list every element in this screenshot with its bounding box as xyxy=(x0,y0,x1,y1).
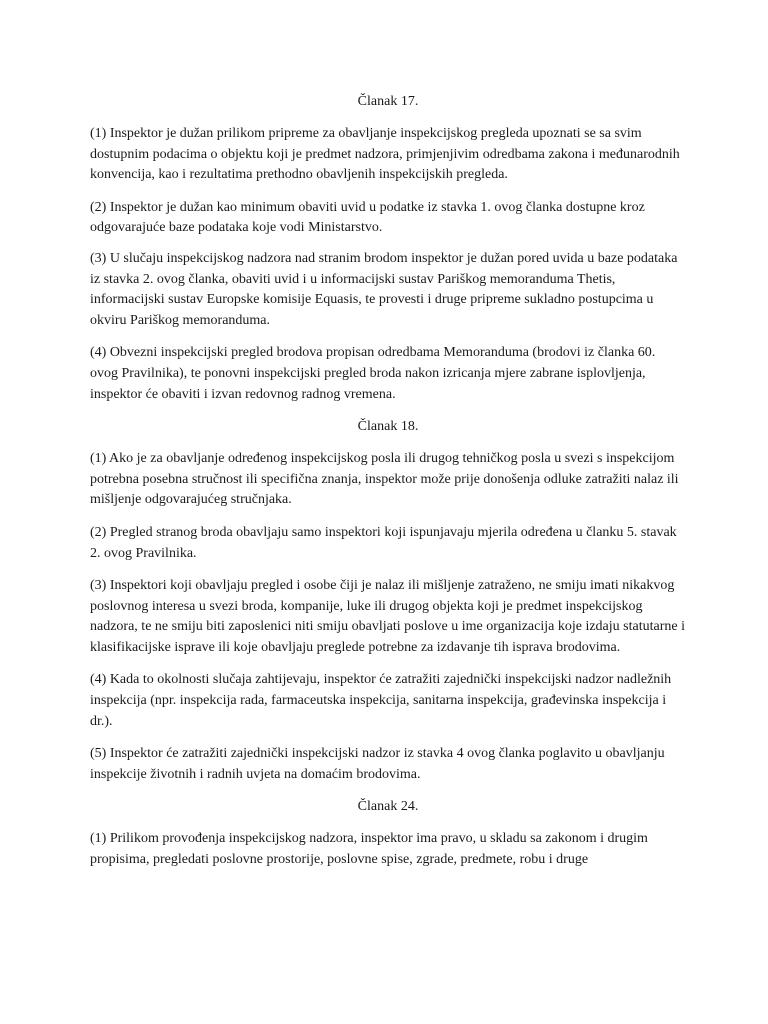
paragraph: (3) U slučaju inspekcijskog nadzora nad stranim brodom inspektor je dužan pored uvida u baze podataka iz stavka 2. ovog članka, obaviti uvid i u informacijski sustav Pariškog memoranduma Thetis, informacijski sustav Europske komisije Equasis, te provesti i druge pripreme sukladno postupcima u okviru Pariškog memoranduma. xyxy=(90,250,678,328)
paragraph: (2) Inspektor je dužan kao minimum obaviti uvid u podatke iz stavka 1. ovog članka dostupne kroz odgovarajuće baze podataka koje vodi Ministarstvo. xyxy=(90,199,645,236)
section-heading: Članak 17. xyxy=(357,94,419,109)
paragraph: (4) Obvezni inspekcijski pregled brodova propisan odredbama Memoranduma (brodovi iz članka 60. ovog Pravilnika), te ponovni inspekcijski pregled broda nakon izricanja mjere zabrane isplovljenja, inspektor će obaviti i izvan redovnog radnog vremena. xyxy=(90,345,656,402)
section-heading: Članak 24. xyxy=(357,799,419,815)
paragraph: (1) Ako je za obavljanje određenog inspekcijskog posla ili drugog tehničkog posla u svezi s inspekcijom potrebna posebna stručnost ili specifična znanja, inspektor može prije donošenja odluke zatražiti nalaz ili mišljenje odgovarajućeg stručnjaka. xyxy=(90,451,679,508)
paragraph: (4) Kada to okolnosti slučaja zahtijevaju, inspektor će zatražiti zajednički inspekcijski nadzor nadležnih inspekcija (npr. inspekcija rada, farmaceutska inspekcija, sanitarna inspekcija, građevinska inspekcija i dr.). xyxy=(90,672,672,729)
section-heading: Članak 18. xyxy=(357,419,419,435)
paragraph: (1) Inspektor je dužan prilikom pripreme za obavljanje inspekcijskog pregleda upoznati se sa svim dostupnim podacima o objektu koji je predmet nadzora, primjenjivim odredbama zakona i međunarodnih konvencija, kao i rezultatima prethodno obavljenih inspekcijskih pregleda. xyxy=(90,126,680,183)
document-content xyxy=(90,92,686,883)
paragraph: (3) Inspektori koji obavljaju pregled i osobe čiji je nalaz ili mišljenje zatraženo, ne smiju imati nikakvog poslovnog interesa u svezi broda, kompanije, luke ili drugog objekta koji je predmet inspekcijskog nadzora, te ne smiju biti zaposlenici niti smiju obavljati poslove u ime organizacija koje izdaju statutarne i klasifikacijske isprave ili koje obavljaju preglede potrebne za izdavanje tih isprava brodovima. xyxy=(90,578,685,655)
paragraph: (2) Pregled stranog broda obavljaju samo inspektori koji ispunjavaju mjerila određena u članku 5. stavak 2. ovog Pravilnika. xyxy=(90,524,677,561)
paragraph: (1) Prilikom provođenja inspekcijskog nadzora, inspektor ima pravo, u skladu sa zakonom i drugim propisima, pregledati poslovne prostorije, poslovne spise, zgrade, predmete, robu i druge xyxy=(90,831,648,868)
paragraph: (5) Inspektor će zatražiti zajednički inspekcijski nadzor iz stavka 4 ovog članka poglavito u obavljanju inspekcije životnih i radnih uvjeta na domaćim brodovima. xyxy=(90,746,665,782)
